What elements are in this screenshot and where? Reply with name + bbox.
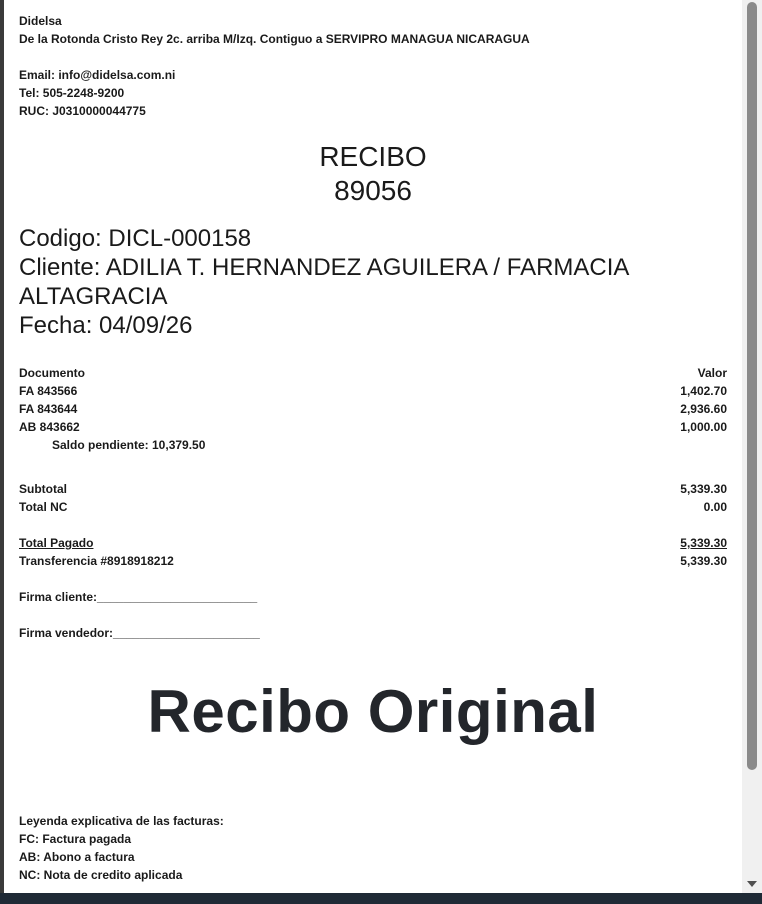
total-nc-label: Total NC bbox=[19, 500, 68, 514]
row-doc: AB 843662 bbox=[19, 420, 80, 434]
subtotal-row bbox=[19, 480, 727, 498]
subtotal-label: Subtotal bbox=[19, 482, 67, 496]
table-header bbox=[19, 364, 727, 382]
transfer-label: Transferencia #8918918212 bbox=[19, 554, 174, 568]
signature-client: Firma cliente:________________________ bbox=[19, 590, 258, 604]
receipt-title: RECIBO bbox=[319, 141, 427, 172]
company-tel: Tel: 505-2248-9200 bbox=[19, 86, 125, 100]
row-val: 2,936.60 bbox=[680, 402, 727, 416]
total-pagado-value: 5,339.30 bbox=[680, 536, 727, 550]
saldo-pendiente: Saldo pendiente: 10,379.50 bbox=[52, 438, 206, 452]
total-pagado-label: Total Pagado bbox=[19, 536, 94, 550]
row-val: 1,402.70 bbox=[680, 384, 727, 398]
signature-seller: Firma vendedor:______________________ bbox=[19, 626, 260, 640]
watermark-text: Recibo Original bbox=[147, 678, 599, 745]
client-codigo: Codigo: DICL-000158 bbox=[19, 225, 252, 252]
company-name: Didelsa bbox=[19, 14, 62, 28]
receipt-content bbox=[19, 12, 727, 884]
table-row bbox=[19, 418, 727, 436]
receipt-date: Fecha: 04/09/26 bbox=[19, 312, 193, 339]
table-row bbox=[19, 382, 727, 400]
company-ruc: RUC: J0310000044775 bbox=[19, 104, 146, 118]
total-pagado-row bbox=[19, 534, 727, 552]
row-doc: FA 843644 bbox=[19, 402, 78, 416]
receipt-title-block bbox=[19, 140, 727, 208]
row-doc: FA 843566 bbox=[19, 384, 78, 398]
company-address: De la Rotonda Cristo Rey 2c. arriba M/Izq. Contiguo a SERVIPRO MANAGUA NICARAGUA bbox=[19, 32, 530, 46]
legend-title: Leyenda explicativa de las facturas: bbox=[19, 814, 224, 828]
company-email: Email: info@didelsa.com.ni bbox=[19, 68, 176, 82]
vertical-scrollbar[interactable] bbox=[742, 0, 762, 893]
scroll-down-arrow-icon[interactable] bbox=[747, 881, 757, 887]
header-documento: Documento bbox=[19, 366, 85, 380]
transfer-value: 5,339.30 bbox=[680, 554, 727, 568]
taskbar-strip bbox=[0, 893, 762, 904]
client-info bbox=[19, 224, 727, 340]
total-nc-value: 0.00 bbox=[703, 500, 727, 514]
scroll-thumb[interactable] bbox=[747, 2, 757, 770]
row-val: 1,000.00 bbox=[680, 420, 727, 434]
legend-item: FC: Factura pagada bbox=[19, 832, 132, 846]
table-row bbox=[19, 400, 727, 418]
legend-item: NC: Nota de credito aplicada bbox=[19, 868, 183, 882]
receipt-page bbox=[4, 0, 742, 893]
client-name: Cliente: ADILIA T. HERNANDEZ AGUILERA / FARMACIA ALTAGRACIA bbox=[19, 254, 629, 310]
legend-item: AB: Abono a factura bbox=[19, 850, 135, 864]
receipt-number: 89056 bbox=[334, 175, 412, 206]
total-nc-row bbox=[19, 498, 727, 516]
transfer-row bbox=[19, 552, 727, 570]
subtotal-value: 5,339.30 bbox=[680, 482, 727, 496]
header-valor: Valor bbox=[697, 366, 727, 380]
